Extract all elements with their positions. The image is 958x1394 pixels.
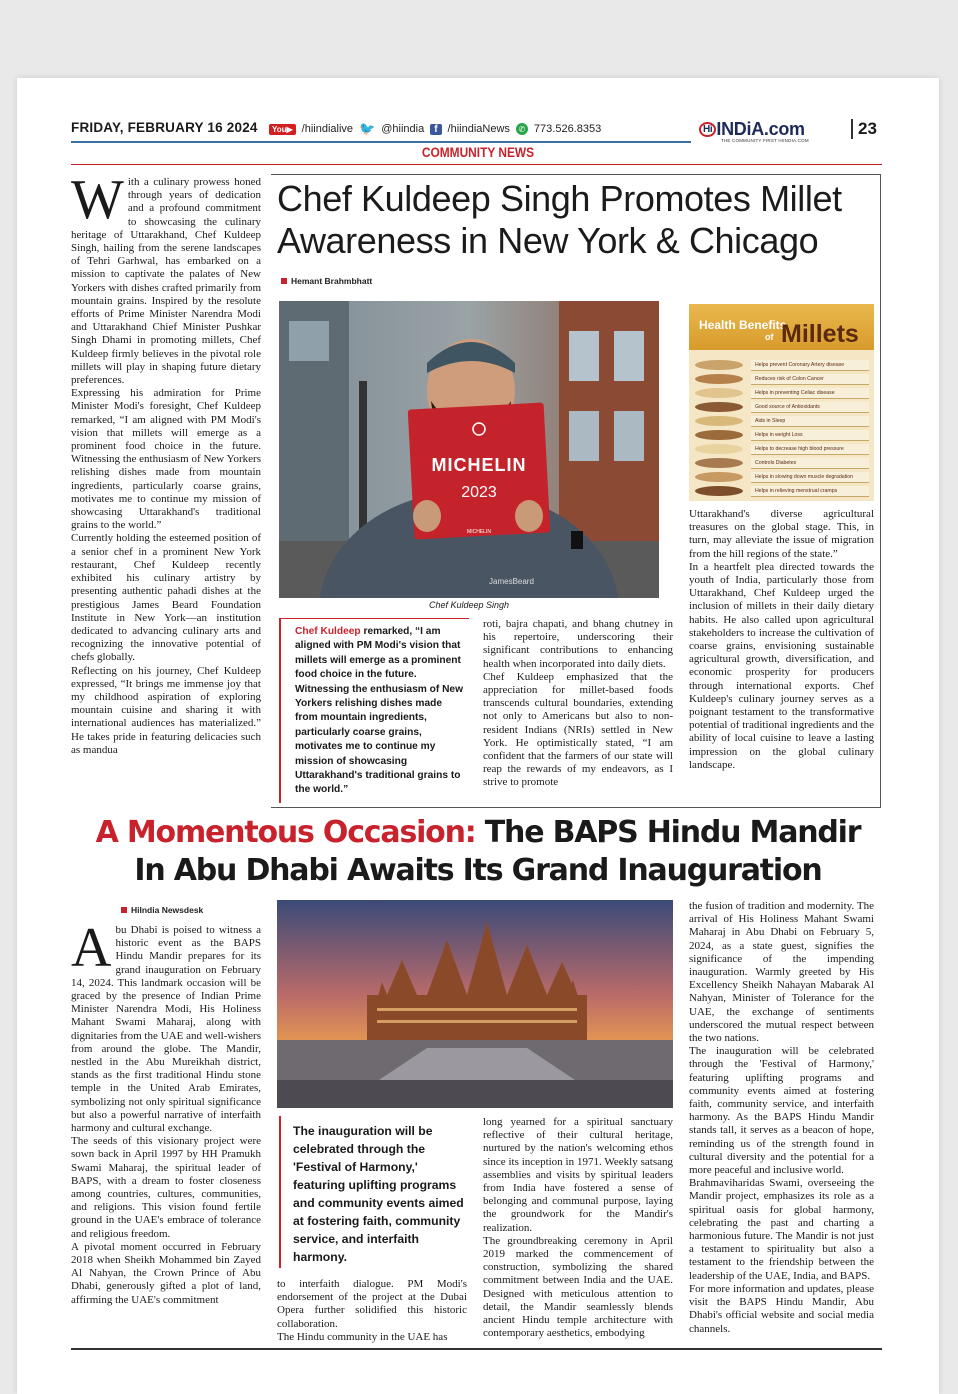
article2-column-3	[483, 1116, 673, 1344]
article2-dropcap: A	[71, 917, 112, 979]
board-small: MICHELIN	[467, 529, 491, 535]
grain-bowl-icon	[695, 444, 743, 454]
youtube-icon: You▶	[269, 124, 296, 135]
chef-photo-caption: Chef Kuldeep Singh	[428, 600, 510, 610]
millets-benefit-item: Helps in slowing down muscle degradation	[751, 472, 869, 483]
twitter-icon: 🐦	[359, 121, 376, 136]
headline-red: A Momentous Occasion:	[95, 815, 476, 850]
millets-title-big: Millets	[781, 320, 859, 348]
article1-paragraph: roti, bajra chapati, and bhang chutney in his repertoire, underscoring their significant contributions to enhancing health when incorporated into daily diets.	[483, 618, 673, 670]
board-year: 2023	[461, 484, 497, 501]
article2-headline-line2: In Abu Dhabi Awaits Its Grand Inauguration	[134, 853, 822, 888]
article1-paragraph: Reflecting on his journey, Chef Kuldeep expressed, “It brings me immense joy that my childhood aspiration of exploring mountain cuisine and sharing it with international audiences has materialized.” He takes pride in featuring delicacies such as mandua	[71, 664, 261, 756]
millets-benefit-item: Helps in preventing Celiac disease	[751, 388, 869, 399]
article1-column-3	[483, 618, 673, 804]
article1-pullquote	[279, 618, 469, 803]
section-title: COMMUNITY NEWS	[421, 144, 535, 160]
chef-photo-art	[279, 301, 659, 598]
logo-text: INDiA.com	[716, 119, 805, 139]
byline-name: HiIndia Newsdesk	[131, 905, 204, 915]
article1-paragraph: Currently holding the esteemed position of a senior chef in a prominent New York restaurant, Chef Kuldeep recently exhibited his culinary artistry by presenting authentic pahadi dishes at the prestigious James Beard Foundation Institute in New York—an institution dedicated to advancing culinary arts and recognizing the innovative potential of chefs globally.	[71, 532, 261, 664]
millets-benefit-item: Reduces risk of Colon Cancer	[751, 374, 869, 385]
byline-name: Hemant Brahmbhatt	[291, 276, 373, 286]
grain-bowl-icon	[695, 458, 743, 468]
grain-bowl-icon	[695, 360, 743, 370]
mandir-photo-art	[277, 900, 673, 1108]
phone-number: 773.526.8353	[533, 123, 602, 135]
logo-prefix: Hi	[699, 122, 716, 137]
facebook-icon: f	[430, 124, 441, 135]
pullquote-text: remarked, “I am aligned with PM Modi's vision that millets will emerge as a prominent food choice in the future. Witnessing the enthusiasm of New Yorkers relishing dishes made from mountain ingredients, particularly coarse grains, motivates me to continue my mission of showcasing Uttarakhand's traditional grains to the world.”	[295, 626, 464, 796]
millets-benefit-item: Aids in Sleep	[751, 416, 869, 427]
headline-black: The BAPS Hindu Mandir	[475, 815, 861, 850]
article1-paragraph: Chef Kuldeep emphasized that the appreciation for millet-based foods transcends cultural boundaries, extending not only to Americans but also to non-resident Indians (NRIs) settled in New York. He optimistically stated, “I am confident that the farmers of our state will reap the rewards of my endeavors, as I strive to promote	[483, 670, 673, 789]
site-logo[interactable]	[699, 119, 805, 140]
millets-benefit-item: Good source of Antioxidants	[751, 402, 869, 413]
section-rule	[71, 164, 882, 165]
grain-bowl-icon	[695, 486, 743, 496]
grain-bowl-icon	[695, 416, 743, 426]
pullquote-lead: Chef Kuldeep	[295, 626, 361, 637]
article2-byline	[121, 905, 203, 915]
article2-paragraph: A pivotal moment occurred in February 2018 when Sheikh Mohammed bin Zayed Al Nahyan, the Crown Prince of Abu Dhabi, generously gifted a plot of land, affirming the UAE's commitment	[71, 1240, 261, 1306]
millets-benefit-item: Helps to decrease high blood pressure	[751, 444, 869, 455]
article1-headline: Chef Kuldeep Singh Promotes Millet Awareness in New York & Chicago	[277, 178, 842, 261]
article2-paragraph: the fusion of tradition and modernity. The arrival of His Holiness Mahant Swami Maharaj in Abu Dhabi on February 5, 2024, as a state guest, signifies the significance of the impending inauguration. Warmly greeted by His Excellency Sheikh Nahayan Mabarak Al Nahyan, Minister of Tolerance for the UAE, the exchange of sentiments underscored the mutual respect between the two nations.	[689, 900, 874, 1045]
grain-bowl-icon	[695, 430, 743, 440]
board-title: MICHELIN	[431, 455, 527, 475]
millets-benefit-item: Controls Diabetes	[751, 458, 869, 469]
millets-benefit-item: Helps in relieving menstrual cramps	[751, 486, 869, 497]
millets-infographic	[689, 304, 874, 501]
article2-column-4	[689, 900, 874, 1344]
article2-headline-line1	[17, 814, 939, 852]
chef-photo	[279, 301, 659, 598]
grain-bowl-icon	[695, 472, 743, 482]
millets-benefit-item: Helps in weight Loss	[751, 430, 869, 441]
bottom-rule	[71, 1348, 882, 1350]
article1-column-1	[71, 169, 261, 808]
article2-paragraph: to interfaith dialogue. PM Modi's endorsement of the project at the Dubai Opera further solidified this historic collaboration.	[277, 1278, 467, 1330]
issue-date: FRIDAY, FEBRUARY 16 2024	[71, 120, 258, 135]
article1-paragraph: In a heartfelt plea directed towards the youth of India, particularly those from Uttarakhand, Chef Kuldeep urged the inclusion of millets in their daily dietary habits. He also called upon agricultural stakeholders to increase the cultivation of coarse grains, envisioning sustainable agricultural growth, diversification, and economic prosperity for producers through international exports. Chef Kuldeep's culinary journey serves as a poignant testament to the transformative potential of traditional ingredients and the ability of local cuisine to leave a lasting impression on the global culinary landscape.	[689, 560, 874, 771]
header-rule	[71, 141, 691, 143]
page-number: 23	[851, 119, 877, 139]
shirt-text: JamesBeard	[489, 577, 534, 586]
article2-paragraph: For more information and updates, please visit the BAPS Hindu Mandir, Abu Dhabi's official website and social media channels.	[689, 1282, 874, 1335]
article2-paragraph: The groundbreaking ceremony in April 2019 marked the commencement of construction, symbolizing the shared commitment between India and the UAE. Designed with meticulous attention to detail, the Mandir seamlessly blends ancient Hindu temple architecture with contemporary aesthetics, embodying	[483, 1234, 673, 1340]
grain-bowl-icon	[695, 374, 743, 384]
article1-byline	[281, 276, 372, 286]
phone-icon: ✆	[516, 123, 528, 135]
facebook-handle[interactable]: /hiindiaNews	[447, 123, 510, 135]
article1-dropcap: W	[71, 169, 124, 231]
article2-paragraph: Brahmaviharidas Swami, overseeing the Mandir project, emphasizes its role as a spiritual oasis for global harmony, celebrating the past and charting a harmonious future. The Mandir is not just a testament to spirituality but also a testament to the friendship between the leadership of the UAE, India, and BAPS.	[689, 1177, 874, 1282]
newspaper-page	[17, 78, 939, 1394]
millets-benefit-list	[751, 360, 869, 500]
grain-bowl-icon	[695, 402, 743, 412]
byline-marker	[121, 907, 127, 913]
article2-paragraph: The seeds of this visionary project were sown back in April 1997 by HH Pramukh Swami Maharaj, the spiritual leader of BAPS, with a dream to foster closeness among countries, cultures, communities, and religions. This vision found fertile ground in the UAE's embrace of tolerance and religious freedom.	[71, 1135, 261, 1240]
article2-paragraph: bu Dhabi is poised to witness a historic event as the BAPS Hindu Mandir prepares for its grand inauguration on February 14, 2024. This landmark occasion will be graced by the presence of Indian Prime Minister Narendra Modi, His Holiness Mahant Swami Maharaj, along with dignitaries from the UAE and well-wishers from around the globe. The Mandir, nestled in the Abu Mureikhah district, stands as the first traditional Hindu stone temple in the United Arab Emirates, symbolizing not only spiritual significance but also a powerful narrative of interfaith harmony and cultural exchange.	[71, 924, 261, 1135]
article2-paragraph: The inauguration will be celebrated through the 'Festival of Harmony,' featuring uplifting programs and community events aimed at fostering faith, community service, and interfaith harmony. As the BAPS Hindu Mandir stands tall, it serves as a beacon of hope, reminding us of the strength found in cultural diversity and the potential for a more peaceful and inclusive world.	[689, 1045, 874, 1177]
article1-paragraph: Expressing his admiration for Prime Minister Modi's foresight, Chef Kuldeep remarked, “I am aligned with PM Modi's vision that millets will emerge as a prominent food choice in the future. Witnessing the enthusiasm of New Yorkers relishing dishes made from mountain ingredients, particularly coarse grains, motivates me to continue my mission of showcasing Uttarakhand's traditional grains to the world.”	[71, 387, 261, 532]
millets-benefit-item: Helps prevent Coronary Artery disease	[751, 360, 869, 371]
article1-column-4	[689, 508, 874, 804]
byline-marker	[281, 278, 287, 284]
twitter-handle[interactable]: @hiindia	[381, 123, 425, 135]
millets-of: of	[765, 332, 774, 342]
article1-paragraph: ith a culinary prowess honed through years of dedication and a profound commitment to showcasing the culinary heritage of Uttarakhand, Chef Kuldeep Singh, hailing from the serene landscapes of Tehri Garhwal, has embarked on a mission to captivate the palates of New Yorkers with dishes crafted primarily from mountain grains. Inspired by the resolute efforts of Prime Minister Narendra Modi and Uttarakhand Chief Minister Pushkar Singh Dhami in promoting millets, Chef Kuldeep firmly believes in the pivotal role millets will play in shaping future dietary preferences.	[71, 176, 261, 387]
article2-paragraph: The Hindu community in the UAE has	[277, 1330, 448, 1343]
article2-pullquote: The inauguration will be celebrated through the 'Festival of Harmony,' featuring uplifting programs and community events aimed at fostering faith, community service, and interfaith harmony.	[279, 1116, 469, 1268]
logo-tagline: THE COMMUNITY FIRST HIINDIA.COM	[721, 138, 809, 143]
social-links	[269, 121, 601, 137]
youtube-handle[interactable]: /hiindialive	[301, 123, 354, 135]
article2-paragraph: long yearned for a spiritual sanctuary reflective of their cultural heritage, nurtured by the nation's welcoming ethos since its inception in 1971. Weekly satsang assemblies and visits by spiritual leaders from India have fostered a sense of belonging and communal purpose, laying the groundwork for the Mandir's realization.	[483, 1116, 673, 1234]
millets-title: Health Benefits	[699, 318, 787, 332]
article1-paragraph: Uttarakhand's diverse agricultural treasures on the global stage. This, in turn, may alleviate the issue of migration from the hill regions of the state.”	[689, 508, 874, 560]
article2-column-2	[277, 1278, 467, 1344]
grain-bowl-icon	[695, 388, 743, 398]
mandir-photo	[277, 900, 673, 1108]
article2-column-1	[71, 917, 261, 1344]
